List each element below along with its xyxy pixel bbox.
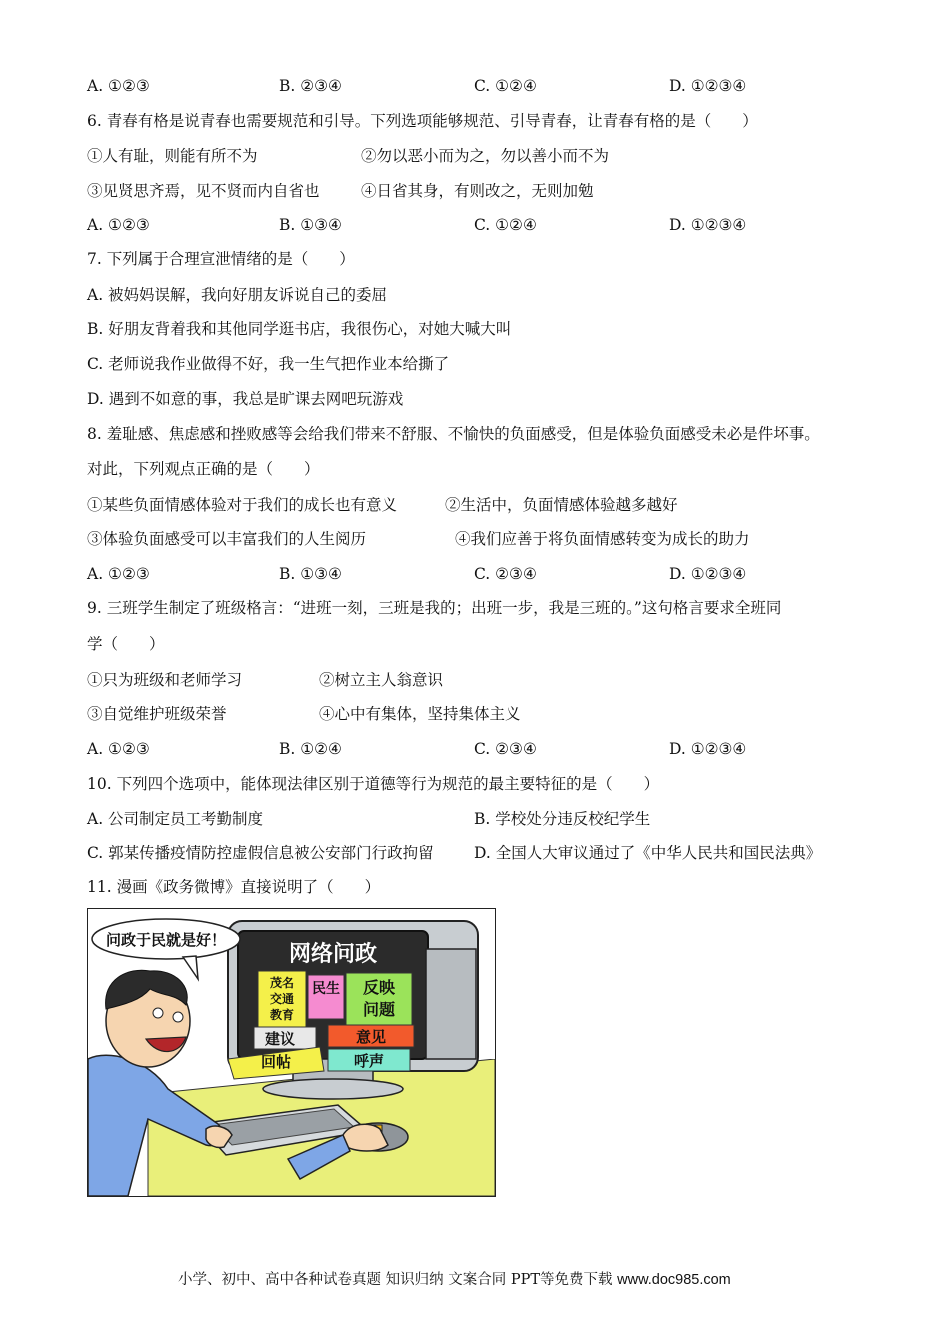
q5-option-d: D. ①②③④ [669, 77, 747, 95]
q10-option-b: B. 学校处分违反校纪学生 [474, 810, 651, 828]
q6-items-row2 [87, 181, 887, 201]
q10-option-d: D. 全国人大审议通过了《中华人民共和国民法典》 [474, 844, 822, 862]
q6-option-d: D. ①②③④ [669, 216, 747, 234]
comic-illustration [87, 908, 496, 1197]
q6-item-3: ③见贤思齐焉，见不贤而内自省也 [87, 182, 320, 200]
q6-item-4: ④日省其身，有则改之，无则加勉 [361, 182, 594, 200]
note-husheng: 呼声 [353, 1052, 385, 1070]
q8-item-1: ①某些负面情感体验对于我们的成长也有意义 [87, 496, 398, 514]
q9-options [87, 739, 887, 759]
q10-option-c: C. 郭某传播疫情防控虚假信息被公安部门行政拘留 [87, 844, 434, 862]
note-huitie: 回帖 [260, 1053, 292, 1071]
note-jianyi: 建议 [264, 1030, 296, 1048]
screen-title: 网络问政 [288, 942, 378, 967]
q10-stem: 10. 下列四个选项中，能体现法律区别于道德等行为规范的最主要特征的是（ ） [87, 775, 660, 793]
q11-stem: 11. 漫画《政务微博》直接说明了（ ） [87, 878, 381, 896]
q7-stem: 7. 下列属于合理宣泄情绪的是（ ） [87, 250, 355, 268]
q8-item-4: ④我们应善于将负面情感转变为成长的助力 [455, 530, 750, 548]
q7-option-c: C. 老师说我作业做得不好，我一生气把作业本给撕了 [87, 355, 450, 373]
q8-stem-line2: 对此，下列观点正确的是（ ） [87, 460, 320, 478]
q9-item-4: ④心中有集体，坚持集体主义 [319, 705, 521, 723]
q7-option-a: A. 被妈妈误解，我向好朋友诉说自己的委屈 [87, 286, 388, 304]
q8-stem-line1: 8. 羞耻感、焦虑感和挫败感等会给我们带来不舒服、不愉快的负面感受，但是体验负面感受未必是件坏事。 [87, 425, 820, 443]
note-yijian: 意见 [355, 1028, 387, 1046]
note-wenti: 问题 [362, 1000, 396, 1019]
q8-items-row2 [87, 529, 887, 549]
q6-stem: 6. 青春有格是说青春也需要规范和引导。下列选项能够规范、引导青春，让青春有格的是（ ） [87, 112, 758, 130]
q6-item-2: ②勿以恶小而为之，勿以善小而不为 [361, 147, 610, 165]
q6-item-1: ①人有耻，则能有所不为 [87, 147, 258, 165]
q5-options [87, 76, 887, 96]
q9-item-1: ①只为班级和老师学习 [87, 671, 243, 689]
q8-option-b: B. ①③④ [279, 565, 342, 583]
q8-option-d: D. ①②③④ [669, 565, 747, 583]
q9-option-b: B. ①②④ [279, 740, 342, 758]
note-maoming: 茂名 [269, 976, 295, 990]
q6-options [87, 215, 887, 235]
q8-option-c: C. ②③④ [474, 565, 537, 583]
q8-item-3: ③体验负面感受可以丰富我们的人生阅历 [87, 530, 367, 548]
svg-text:问政于民就是好！: 问政于民就是好！ [105, 931, 227, 949]
q8-items-row1 [87, 495, 887, 515]
footer-text: 小学、初中、高中各种试卷真题 知识归纳 文案合同 PPT等免费下载 [178, 1272, 613, 1288]
q9-option-c: C. ②③④ [474, 740, 537, 758]
q9-item-2: ②树立主人翁意识 [319, 671, 444, 689]
q5-option-b: B. ②③④ [279, 77, 342, 95]
q9-stem-line2: 学（ ） [87, 635, 165, 653]
q5-option-a: A. ①②③ [87, 77, 150, 95]
q5-option-c: C. ①②④ [474, 77, 537, 95]
q6-option-b: B. ①③④ [279, 216, 342, 234]
q8-item-2: ②生活中，负面情感体验越多越好 [445, 496, 678, 514]
q10-options-row2 [87, 843, 887, 863]
q10-options-row1 [87, 809, 887, 829]
q9-option-d: D. ①②③④ [669, 740, 747, 758]
q10-option-a: A. 公司制定员工考勤制度 [87, 810, 264, 828]
q8-options [87, 564, 887, 584]
q6-items-row1 [87, 146, 887, 166]
q9-stem-line1: 9. 三班学生制定了班级格言：“进班一刻，三班是我的；出班一步，我是三班的。”这句格言要求全班同 [87, 599, 782, 617]
q6-option-c: C. ①②④ [474, 216, 537, 234]
q7-option-b: B. 好朋友背着我和其他同学逛书店，我很伤心，对她大喊大叫 [87, 320, 512, 338]
q9-items-row2 [87, 704, 887, 724]
note-jiaoyu: 教育 [269, 1008, 295, 1022]
footer [178, 1268, 731, 1289]
q9-items-row1 [87, 670, 887, 690]
q7-option-d: D. 遇到不如意的事，我总是旷课去网吧玩游戏 [87, 390, 404, 408]
note-min: 民生 [312, 981, 340, 997]
q6-option-a: A. ①②③ [87, 216, 150, 234]
note-fanying: 反映 [362, 978, 396, 997]
footer-url[interactable]: www.doc985.com [617, 1272, 731, 1288]
note-jiaotong: 交通 [269, 992, 295, 1006]
q9-item-3: ③自觉维护班级荣誉 [87, 705, 227, 723]
q8-option-a: A. ①②③ [87, 565, 150, 583]
q9-option-a: A. ①②③ [87, 740, 150, 758]
